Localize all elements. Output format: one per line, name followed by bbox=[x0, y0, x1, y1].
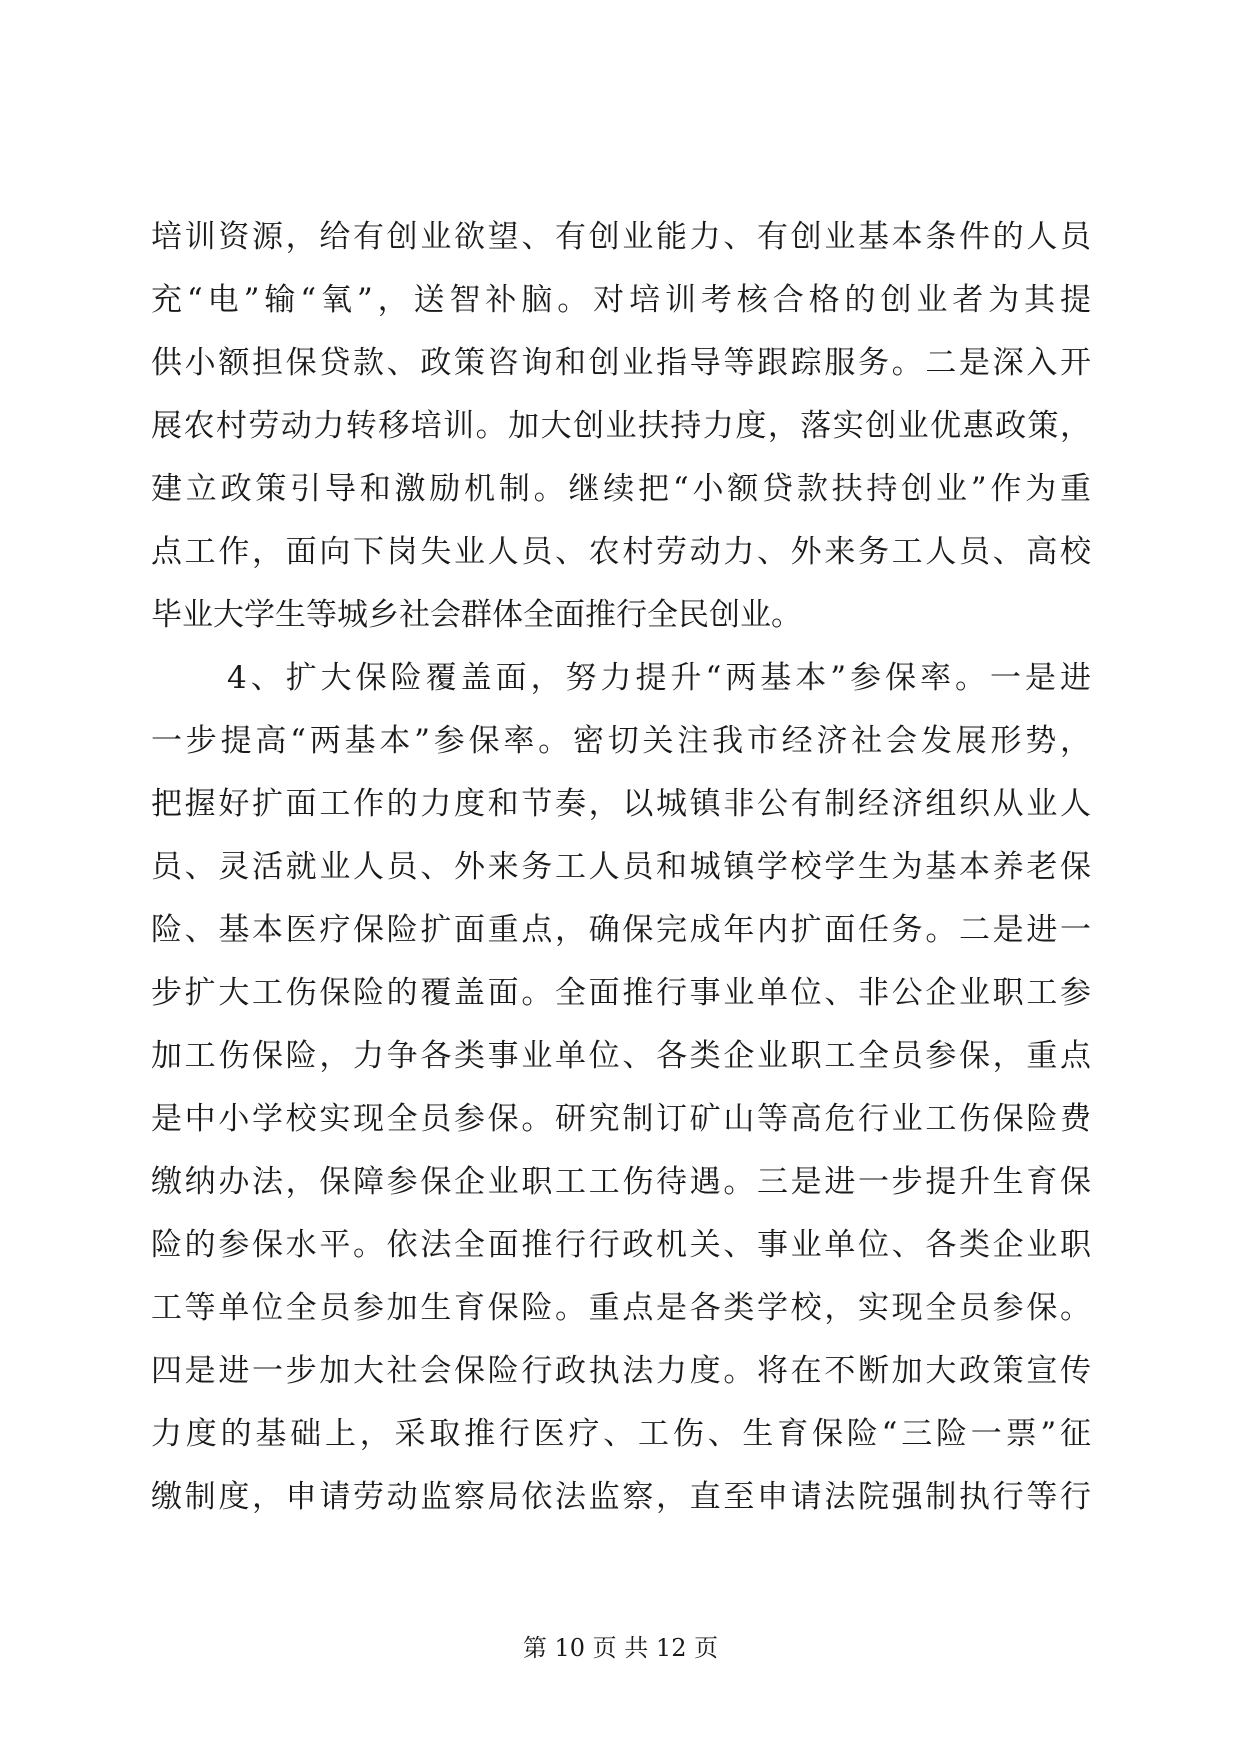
text-line: 毕业大学生等城乡社会群体全面推行全民创业。 bbox=[151, 597, 802, 633]
text-line: 缴制度，申请劳动监察局依法监察，直至申请法院强制执行等行 bbox=[151, 1479, 1091, 1515]
text-line: 险的参保水平。依法全面推行行政机关、事业单位、各类企业职 bbox=[151, 1227, 1091, 1263]
text-line: 缴纳办法，保障参保企业职工工伤待遇。三是进一步提升生育保 bbox=[151, 1164, 1091, 1200]
text-line: 步扩大工伤保险的覆盖面。全面推行事业单位、非公企业职工参 bbox=[151, 975, 1091, 1011]
page-number-footer: 第 10 页 共 12 页 bbox=[522, 1634, 719, 1662]
text-line: 险、基本医疗保险扩面重点，确保完成年内扩面任务。二是进一 bbox=[151, 912, 1091, 948]
text-line: 点工作，面向下岗失业人员、农村劳动力、外来务工人员、高校 bbox=[151, 534, 1091, 570]
paragraph-first-line: 4、扩大保险覆盖面，努力提升“两基本”参保率。一是进 bbox=[227, 660, 1091, 696]
text-line: 加工伤保险，力争各类事业单位、各类企业职工全员参保，重点 bbox=[151, 1038, 1091, 1074]
document-body bbox=[151, 206, 1091, 1592]
text-line: 把握好扩面工作的力度和节奏，以城镇非公有制经济组织从业人 bbox=[151, 786, 1091, 822]
text-line: 建立政策引导和激励机制。继续把“小额贷款扶持创业”作为重 bbox=[151, 471, 1091, 507]
text-line: 充“电”输“氧”，送智补脑。对培训考核合格的创业者为其提 bbox=[151, 282, 1091, 318]
text-line bbox=[151, 1529, 1091, 1592]
text-line: 是中小学校实现全员参保。研究制订矿山等高危行业工伤保险费 bbox=[151, 1101, 1091, 1137]
text-line: 培训资源，给有创业欲望、有创业能力、有创业基本条件的人员 bbox=[151, 219, 1091, 255]
text-line: 四是进一步加大社会保险行政执法力度。将在不断加大政策宣传 bbox=[151, 1353, 1091, 1389]
text-line: 员、灵活就业人员、外来务工人员和城镇学校学生为基本养老保 bbox=[151, 849, 1091, 885]
text-line: 展农村劳动力转移培训。加大创业扶持力度，落实创业优惠政策， bbox=[151, 408, 1091, 444]
text-line: 一步提高“两基本”参保率。密切关注我市经济社会发展形势， bbox=[151, 723, 1091, 759]
text-line: 工等单位全员参加生育保险。重点是各类学校，实现全员参保。 bbox=[151, 1290, 1091, 1326]
text-line: 力度的基础上，采取推行医疗、工伤、生育保险“三险一票”征 bbox=[151, 1416, 1091, 1452]
text-line: 供小额担保贷款、政策咨询和创业指导等跟踪服务。二是深入开 bbox=[151, 345, 1091, 381]
